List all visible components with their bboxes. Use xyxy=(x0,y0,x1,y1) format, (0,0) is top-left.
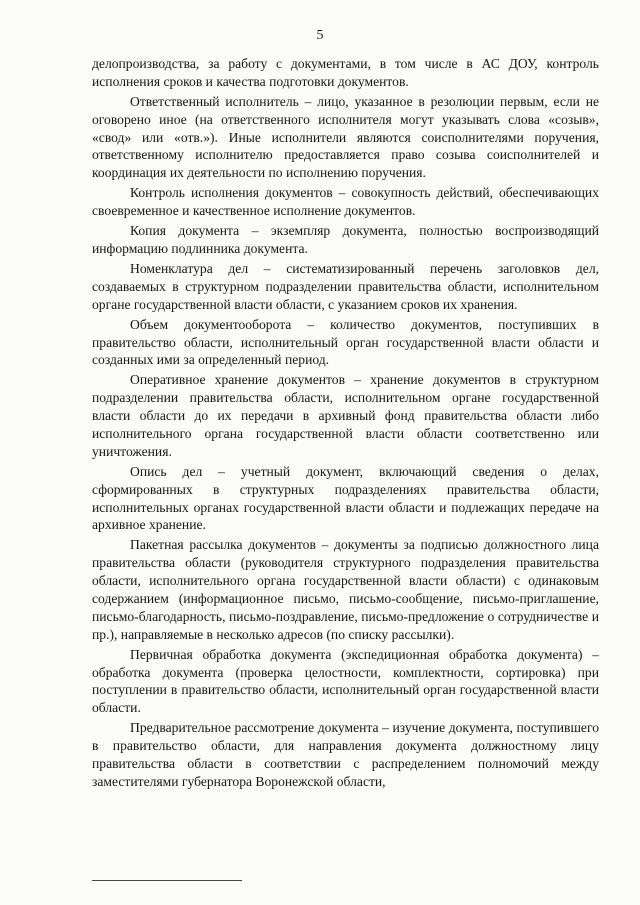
paragraph-primary-processing: Первичная обработка документа (экспедиционная обработка документа) – обработка документа (проверка целостности, комплектности, сортировка) при поступлении в правительство области, исполнительный орган государственной власти области. xyxy=(92,646,599,716)
paragraph-preliminary-review: Предварительное рассмотрение документа – изучение документа, поступившего в правительство области, для направления документа должностному лицу правительства области в соответствии с распределением полномочий между заместителями губернатора Воронежской области, xyxy=(92,720,599,789)
paragraph-batch-mailing: Пакетная рассылка документов – документы за подписью должностного лица правительства области (руководителя структурного подразделения правительства области, исполнительного органа государственной власти области) с одинаковым содержанием (информационное письмо, письмо-сообщение, письмо-приглашение, письмо-благодарность, письмо-поздравление, письмо-предложение о сотрудничестве и пр.), направляемые в несколько адресов (по списку рассылки). xyxy=(92,537,599,642)
paragraph-responsible-executor: Ответственный исполнитель – лицо, указанное в резолюции первым, если не оговорено иное (на ответственного исполнителя могут указывать слова «созыв», «свод» или «отв.»). Иные исполнители являются соисполнителями поручения, ответственному исполнителю предоставляется право созыва соисполнителей и координация их деятельности по исполнению поручения. xyxy=(92,93,599,181)
footnote-divider xyxy=(92,880,242,881)
paragraph-continuation: делопроизводства, за работу с документами, в том числе в АС ДОУ, контроль исполнения сроков и качества подготовки документов. xyxy=(92,56,599,89)
paragraph-execution-control: Контроль исполнения документов – совокупность действий, обеспечивающих своевременное и качественное исполнение документов. xyxy=(92,185,599,219)
paragraph-case-nomenclature: Номенклатура дел – систематизированный перечень заголовков дел, создаваемых в структурном подразделении правительства области, исполнительном органе государственной власти области, с указанием сроков их хранения. xyxy=(92,261,599,312)
page-number: 5 xyxy=(316,28,324,43)
paragraph-operational-storage: Оперативное хранение документов – хранение документов в структурном подразделении правительства области, исполнительном органе государственной власти области до их передачи в архивный фонд правительства области либо исполнительного органа государственной власти области соответственно или уничтожения. xyxy=(92,372,599,459)
paragraph-case-inventory: Опись дел – учетный документ, включающий сведения о делах, сформированных в структурных подразделениях правительства области, исполнительных органах государственной власти области и подлежащих передаче на архивное хранение. xyxy=(92,463,599,533)
paragraph-document-flow-volume: Объем документооборота – количество документов, поступивших в правительство области, исполнительный орган государственной власти области и созданных ими за определенный период. xyxy=(92,316,599,368)
document-body xyxy=(92,55,599,793)
paragraph-document-copy: Копия документа – экземпляр документа, полностью воспроизводящий информацию подлинника документа. xyxy=(92,223,599,256)
